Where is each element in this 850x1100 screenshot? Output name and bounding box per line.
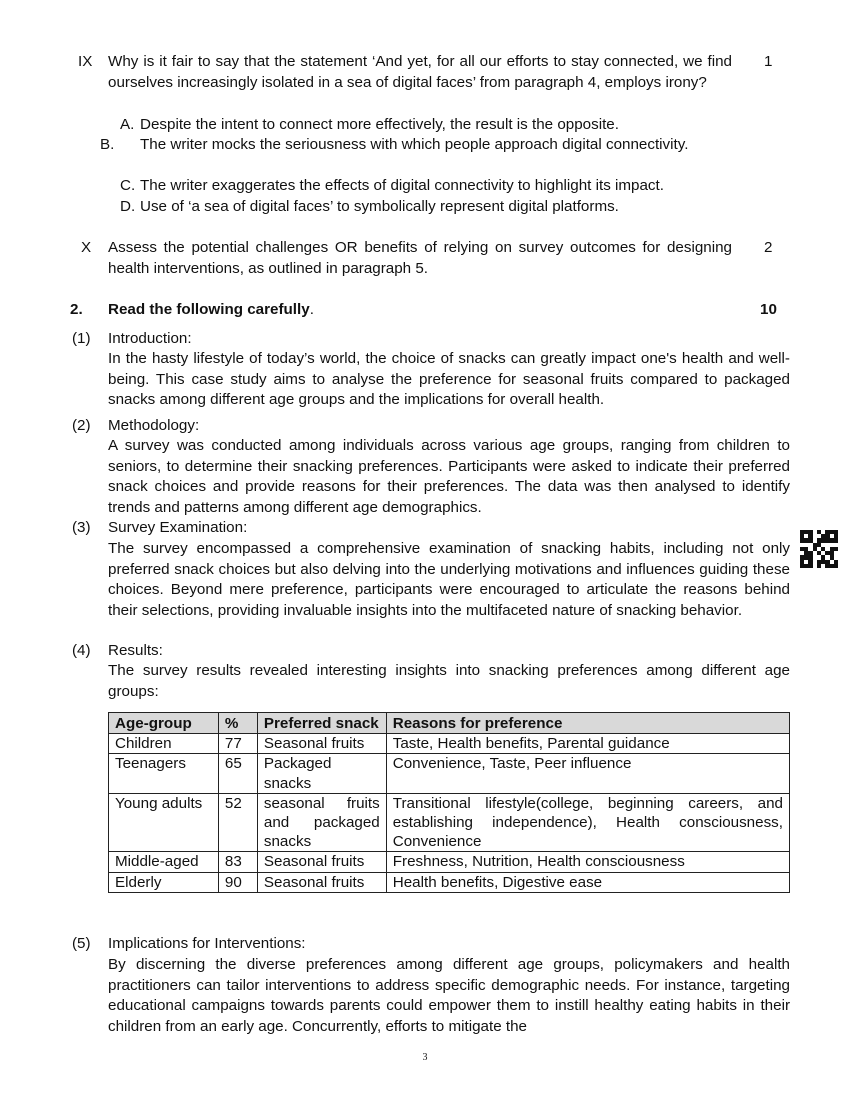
- table-header-row: [109, 713, 790, 734]
- table-row: [109, 872, 790, 892]
- qr-code-icon[interactable]: [800, 530, 838, 568]
- option-letter: A.: [120, 116, 135, 133]
- column-header: Age-group: [109, 713, 219, 734]
- option-letter: C.: [120, 177, 136, 194]
- option-text: Use of ‘a sea of digital faces’ to symbolically represent digital platforms.: [140, 198, 619, 215]
- paragraph-number: (5): [72, 935, 91, 952]
- option-b: [100, 135, 752, 156]
- cell-age-group: Young adults: [109, 793, 219, 852]
- cell-percent: 77: [218, 734, 257, 754]
- cell-preferred-snack: seasonal fruits and packaged snacks: [257, 793, 386, 852]
- option-d: [120, 197, 732, 218]
- option-c: [120, 176, 732, 197]
- paragraph-heading: Implications for Interventions:: [108, 935, 306, 952]
- table-row: [109, 754, 790, 793]
- paragraph-text: The survey results revealed interesting insights into snacking preferences among different age groups:: [108, 662, 790, 700]
- paragraph-text: By discerning the diverse preferences among different age groups, policymakers and health practitioners can tailor interventions to address specific demographic needs. For instance, targeting educational campaigns towards parents could empower them to instill healthy eating habits in their children from an early age. Concurrently, efforts to mitigate the: [108, 956, 790, 1035]
- paragraph-heading: Methodology:: [108, 417, 200, 434]
- column-header: Preferred snack: [257, 713, 386, 734]
- paragraph-heading: Survey Examination:: [108, 519, 248, 536]
- paragraph-heading: Introduction:: [108, 330, 192, 347]
- option-letter: D.: [120, 198, 136, 215]
- paragraph-text: The survey encompassed a comprehensive examination of snacking habits, including not only preferred snack choices but also delving into the underlying motivations and influences guiding these choices. Beyond mere preference, participants were encouraged to articulate the reasons behind their selections, providing invaluable insights into the multifaceted nature of snacking behavior.: [108, 540, 790, 619]
- question-marks: 1: [764, 53, 773, 70]
- cell-age-group: Teenagers: [109, 754, 219, 793]
- column-header: %: [218, 713, 257, 734]
- cell-reasons: Transitional lifestyle(college, beginning careers, and establishing independence), Health consciousness, Convenience: [386, 793, 789, 852]
- cell-reasons: Health benefits, Digestive ease: [386, 872, 789, 892]
- cell-preferred-snack: Seasonal fruits: [257, 852, 386, 872]
- section-title: [108, 300, 314, 320]
- cell-age-group: Elderly: [109, 872, 219, 892]
- cell-percent: 65: [218, 754, 257, 793]
- question-number: IX: [78, 53, 93, 70]
- page-number: 3: [422, 1052, 428, 1063]
- question-text: Why is it fair to say that the statement ‘And yet, for all our efforts to stay connected, we find ourselves increasingly isolated in a sea of digital faces’ from paragraph 4, employs irony?: [108, 53, 732, 91]
- cell-age-group: Children: [109, 734, 219, 754]
- paragraph-number: (3): [72, 519, 91, 536]
- table-row: [109, 734, 790, 754]
- section-marks: 10: [760, 301, 777, 318]
- survey-results-table: [108, 712, 790, 893]
- option-text: The writer mocks the seriousness with which people approach digital connectivity.: [140, 136, 689, 153]
- column-header: Reasons for preference: [386, 713, 789, 734]
- paragraph-text: In the hasty lifestyle of today’s world, the choice of snacks can greatly impact one's health and well-being. This case study aims to analyse the preference for seasonal fruits compared to packaged snacks among different age groups and the implications for overall health.: [108, 350, 790, 409]
- section-title-text: Read the following carefully: [108, 301, 310, 318]
- option-a: [120, 115, 732, 136]
- question-marks: 2: [764, 239, 773, 256]
- cell-preferred-snack: Packaged snacks: [257, 754, 386, 793]
- paragraph-number: (1): [72, 330, 91, 347]
- table-row: [109, 852, 790, 872]
- option-text: Despite the intent to connect more effectively, the result is the opposite.: [140, 116, 619, 133]
- cell-percent: 90: [218, 872, 257, 892]
- paragraph-text: A survey was conducted among individuals across various age groups, ranging from children to seniors, to determine their snacking preferences. Participants were asked to indicate their preferred snack choices and provide reasons for their preferences. The data was then analysed to identify trends and patterns among different age demographics.: [108, 437, 790, 516]
- paragraph-number: (2): [72, 417, 91, 434]
- paragraph-number: (4): [72, 642, 91, 659]
- cell-reasons: Freshness, Nutrition, Health consciousness: [386, 852, 789, 872]
- table-row: [109, 793, 790, 852]
- section-title-period: .: [309, 301, 314, 318]
- question-text: Assess the potential challenges OR benefits of relying on survey outcomes for designing health interventions, as outlined in paragraph 5.: [108, 239, 732, 277]
- cell-age-group: Middle-aged: [109, 852, 219, 872]
- cell-percent: 52: [218, 793, 257, 852]
- option-text: The writer exaggerates the effects of digital connectivity to highlight its impact.: [140, 177, 664, 194]
- paragraph-heading: Results:: [108, 642, 163, 659]
- cell-preferred-snack: Seasonal fruits: [257, 872, 386, 892]
- question-number: X: [81, 239, 92, 256]
- cell-percent: 83: [218, 852, 257, 872]
- cell-preferred-snack: Seasonal fruits: [257, 734, 386, 754]
- section-number: 2.: [70, 301, 83, 318]
- option-letter: B.: [100, 136, 115, 153]
- cell-reasons: Convenience, Taste, Peer influence: [386, 754, 789, 793]
- cell-reasons: Taste, Health benefits, Parental guidance: [386, 734, 789, 754]
